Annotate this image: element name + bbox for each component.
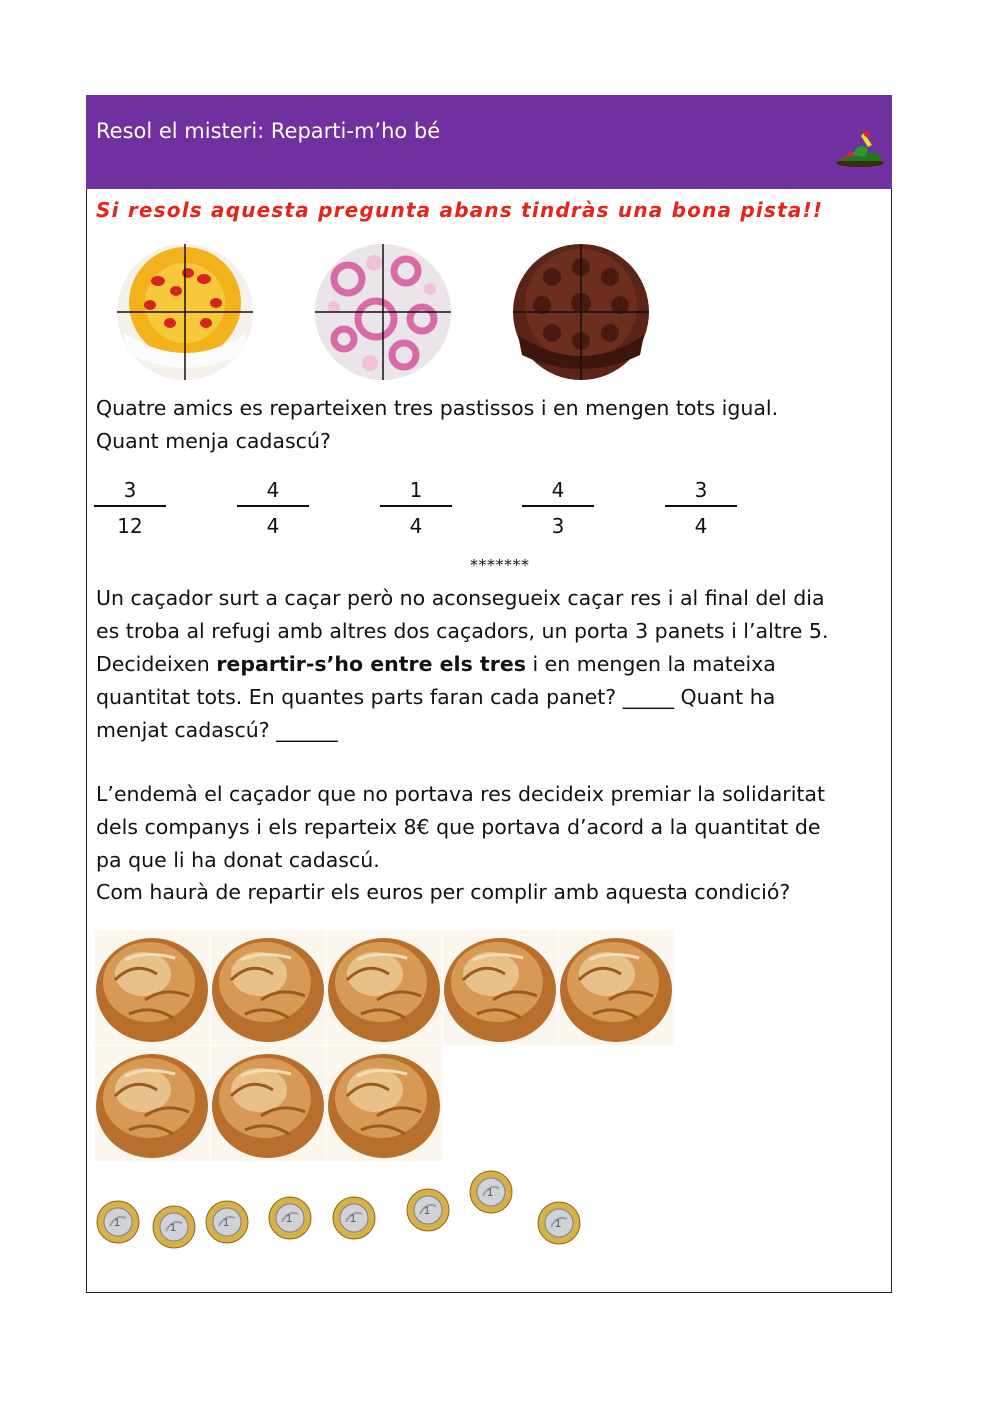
euro-coin-icon bbox=[537, 1201, 581, 1245]
euro-coin-icon bbox=[469, 1170, 513, 1214]
question1-line1: Quatre amics es reparteixen tres pastissos i en mengen tots igual. bbox=[96, 396, 779, 420]
problem2-line3-bold: repartir-s’ho entre els tres bbox=[216, 652, 526, 676]
denominator: 12 bbox=[117, 513, 143, 538]
problem2-line4: quantitat tots. En quantes parts faran cada panet? _____ Quant ha bbox=[96, 685, 776, 709]
svg-text:1: 1 bbox=[554, 1218, 562, 1230]
header-bar bbox=[86, 95, 892, 189]
svg-text:1: 1 bbox=[349, 1213, 357, 1225]
page-title: Resol el misteri: Reparti-m’ho bé bbox=[96, 119, 441, 143]
svg-text:1: 1 bbox=[222, 1217, 230, 1229]
problem2-line1: Un caçador surt a caçar però no aconsegueix caçar res i al final del dia bbox=[96, 586, 825, 610]
problem2-line3 bbox=[96, 648, 776, 681]
bread-roll-image bbox=[211, 930, 326, 1045]
pink-rings-cake-image bbox=[314, 243, 452, 381]
svg-text:1: 1 bbox=[113, 1217, 121, 1229]
denominator: 4 bbox=[409, 513, 423, 538]
numerator: 4 bbox=[266, 478, 280, 502]
fraction-option[interactable] bbox=[237, 477, 309, 539]
numerator: 3 bbox=[123, 478, 137, 502]
chocolate-cake-image bbox=[512, 243, 650, 381]
svg-text:1: 1 bbox=[169, 1222, 177, 1234]
section-separator: ******* bbox=[470, 556, 530, 574]
denominator: 3 bbox=[551, 513, 565, 538]
fraction-bar bbox=[237, 505, 309, 507]
fraction-bar bbox=[380, 505, 452, 507]
svg-text:1: 1 bbox=[423, 1205, 431, 1217]
problem3-line4: Com haurà de repartir els euros per complir amb aquesta condició? bbox=[96, 880, 791, 904]
bread-roll-image bbox=[327, 930, 442, 1045]
problem3-line3: pa que li ha donat cadascú. bbox=[96, 848, 380, 872]
bread-roll-image bbox=[559, 930, 674, 1045]
numerator: 3 bbox=[694, 478, 708, 502]
svg-text:1: 1 bbox=[486, 1187, 494, 1199]
question1-line2: Quant menja cadascú? bbox=[96, 429, 331, 453]
bread-roll-image bbox=[443, 930, 558, 1045]
euro-coin-icon bbox=[268, 1196, 312, 1240]
problem3-line1: L’endemà el caçador que no portava res decideix premiar la solidaritat bbox=[96, 782, 826, 806]
euro-coin-icon bbox=[96, 1200, 140, 1244]
euro-coin-icon bbox=[406, 1188, 450, 1232]
denominator: 4 bbox=[694, 513, 708, 538]
problem2-line3-end: i en mengen la mateixa bbox=[525, 652, 776, 676]
bread-roll-image bbox=[327, 1046, 442, 1161]
problem2-line3-start: Decideixen bbox=[96, 652, 217, 676]
problem2-line5: menjat cadascú? ______ bbox=[96, 718, 338, 742]
hint-text: Si resols aquesta pregunta abans tindràs una bona pista!! bbox=[96, 198, 824, 222]
fraction-option[interactable] bbox=[380, 477, 452, 539]
fraction-option[interactable] bbox=[94, 477, 166, 539]
bread-roll-image bbox=[95, 930, 210, 1045]
euro-coin-icon bbox=[205, 1200, 249, 1244]
svg-text:1: 1 bbox=[285, 1213, 293, 1225]
fruit-cake-image bbox=[116, 243, 254, 381]
numerator: 1 bbox=[409, 478, 423, 502]
problem3-line2: dels companys i els reparteix 8€ que portava d’acord a la quantitat de bbox=[96, 815, 821, 839]
fraction-option[interactable] bbox=[665, 477, 737, 539]
problem2-line2: es troba al refugi amb altres dos caçadors, un porta 3 panets i l’altre 5. bbox=[96, 619, 829, 643]
euro-coin-icon bbox=[152, 1205, 196, 1249]
bread-roll-image bbox=[95, 1046, 210, 1161]
numerator: 4 bbox=[551, 478, 565, 502]
denominator: 4 bbox=[266, 513, 280, 538]
hunter-logo-icon bbox=[832, 125, 888, 169]
fraction-bar bbox=[522, 505, 594, 507]
fraction-bar bbox=[665, 505, 737, 507]
fraction-option[interactable] bbox=[522, 477, 594, 539]
fraction-bar bbox=[94, 505, 166, 507]
bread-roll-image bbox=[211, 1046, 326, 1161]
euro-coin-icon bbox=[332, 1196, 376, 1240]
